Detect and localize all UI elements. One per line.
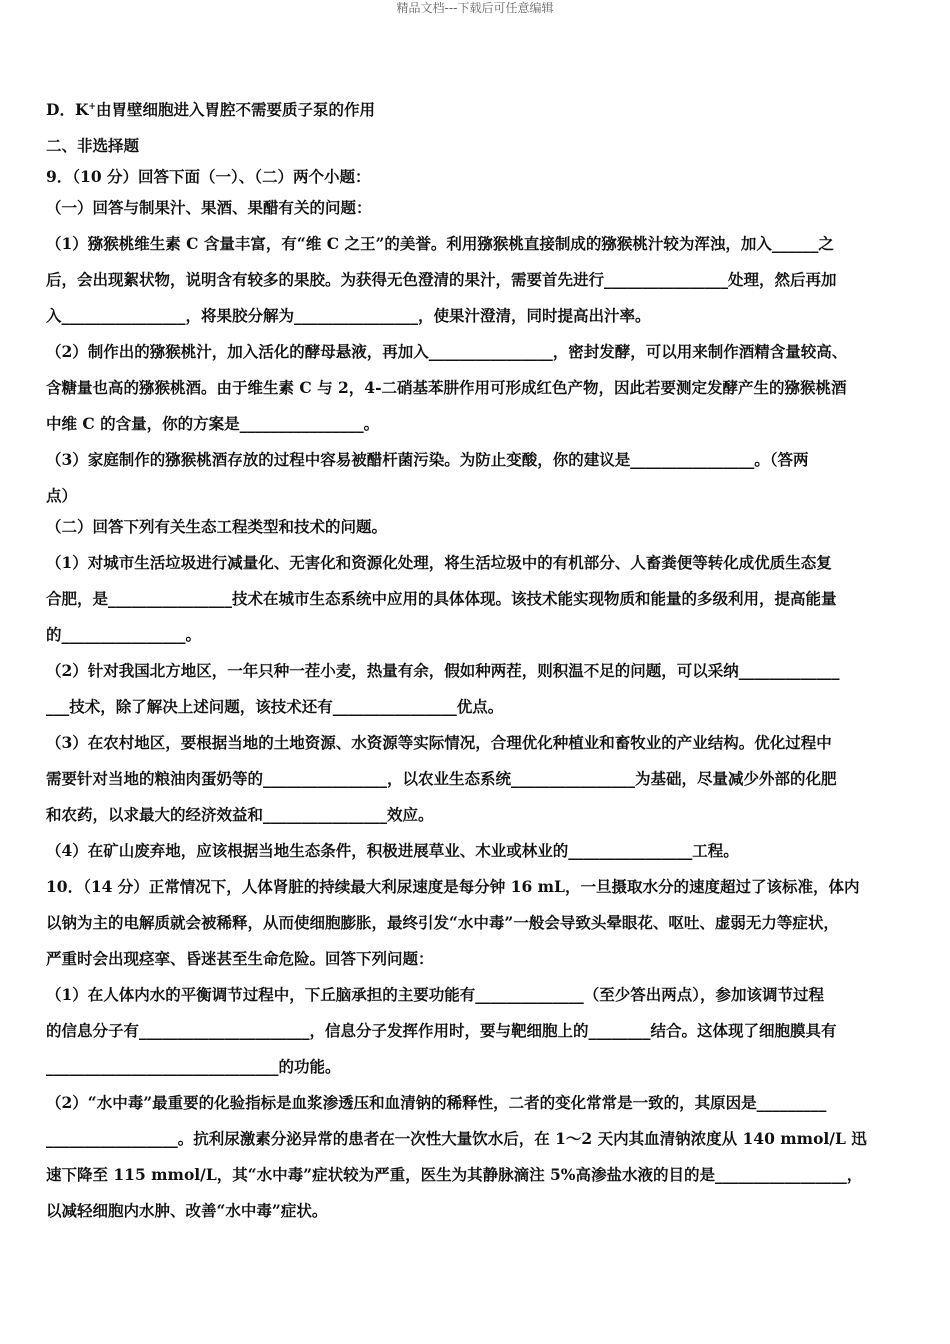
text-line: （2）“水中毒”最重要的化验指标是血浆渗透压和血清钠的稀释性，二者的变化常常是一致的，其原因是_________ bbox=[46, 1093, 827, 1112]
text-line: 以减轻细胞内水肿、改善“水中毒”症状。 bbox=[46, 1201, 328, 1220]
option-d-label: D．K bbox=[46, 100, 89, 119]
text-line: 后，会出现絮状物，说明含有较多的果胶。为获得无色澄清的果汁，需要首先进行________________处理，然后再加 bbox=[46, 270, 837, 289]
text-line: （2）制作出的猕猴桃汁，加入活化的酵母悬液，再加入________________，密封发酵，可以用来制作酒精含量较高、 bbox=[46, 342, 848, 361]
question-9-title: 9．（10 分）回答下面（一）、（二）两个小题： bbox=[46, 167, 371, 186]
text-line: （4）在矿山废弃地，应该根据当地生态条件，积极进展草业、木业或林业的________________工程。 bbox=[46, 841, 739, 860]
text-line: 的信息分子有______________________，信息分子发挥作用时，要与靶细胞上的________结合。这体现了细胞膜具有 bbox=[46, 1021, 837, 1040]
text-line: ___技术，除了解决上述问题，该技术还有________________优点。 bbox=[46, 697, 504, 716]
text-line: （2）针对我国北方地区，一年只种一茬小麦，热量有余，假如种两茬，则积温不足的问题，可以采纳_____________ bbox=[46, 661, 840, 680]
question-10-title: 10．（14 分）正常情况下，人体肾脏的持续最大利尿速度是每分钟 16 mL，一旦摄取水分的速度超过了该标准，体内 bbox=[46, 877, 860, 896]
section-heading: 二、非选择题 bbox=[46, 136, 140, 155]
text-line: _________________。抗利尿激素分泌异常的患者在一次性大量饮水后，在 1～2 天内其血清钠浓度从 140 mmol/L 迅 bbox=[46, 1129, 867, 1148]
text-line: 需要针对当地的粮油肉蛋奶等的________________，以农业生态系统________________为基础，尽量减少外部的化肥 bbox=[46, 769, 837, 788]
option-d bbox=[46, 98, 908, 121]
text-line: 的________________。 bbox=[46, 625, 202, 644]
text-line: （3）家庭制作的猕猴桃酒存放的过程中容易被醋杆菌污染。为防止变酸，你的建议是________________。（答两 bbox=[46, 450, 809, 469]
text-line: 中维 C 的含量，你的方案是________________。 bbox=[46, 414, 380, 433]
text-line: 合肥，是________________技术在城市生态系统中应用的具体体现。该技术能实现物质和能量的多级利用，提高能量 bbox=[46, 589, 837, 608]
text-line: 严重时会出现痉挛、昏迷甚至生命危险。回答下列问题： bbox=[46, 949, 434, 968]
document-body bbox=[46, 98, 908, 1222]
text-line: 点） bbox=[46, 486, 78, 505]
text-line: （3）在农村地区，要根据当地的土地资源、水资源等实际情况，合理优化种植业和畜牧业的产业结构。优化过程中 bbox=[46, 733, 832, 752]
text-line: 入________________，将果胶分解为________________，使果汁澄清，同时提高出汁率。 bbox=[46, 306, 651, 325]
text-line: （1）猕猴桃维生素 C 含量丰富，有“维 C 之王”的美誉。利用猕猴桃直接制成的猕猴桃汁较为浑浊，加入______之 bbox=[46, 234, 834, 253]
text-line: 含糖量也高的猕猴桃酒。由于维生素 C 与 2，4-二硝基苯肼作用可形成红色产物，因此若要测定发酵产生的猕猴桃酒 bbox=[46, 378, 847, 397]
page-header: 精品文档---下载后可任意编辑 bbox=[396, 1, 554, 15]
text-line: （1）对城市生活垃圾进行减量化、无害化和资源化处理，将生活垃圾中的有机部分、人畜粪便等转化成优质生态复 bbox=[46, 553, 832, 572]
superscript-plus: + bbox=[88, 102, 96, 112]
subsection-2-heading: （二）回答下列有关生态工程类型和技术的问题。 bbox=[46, 517, 388, 536]
text-line: （1）在人体内水的平衡调节过程中，下丘脑承担的主要功能有______________（至少答出两点），参加该调节过程 bbox=[46, 985, 825, 1004]
option-d-text: 由胃壁细胞进入胃腔不需要质子泵的作用 bbox=[95, 100, 375, 119]
text-line: 速下降至 115 mmol/L，其“水中毒”症状较为严重，医生为其静脉滴注 5%高渗盐水液的目的是_________________， bbox=[46, 1165, 863, 1184]
text-line: 以钠为主的电解质就会被稀释，从而使细胞膨胀，最终引发“水中毒”一般会导致头晕眼花、呕吐、虚弱无力等症状， bbox=[46, 913, 839, 932]
text-line: 和农药，以求最大的经济效益和________________效应。 bbox=[46, 805, 434, 824]
subsection-1-heading: （一）回答与制果汁、果酒、果醋有关的问题： bbox=[46, 198, 372, 217]
text-line: ______________________________的功能。 bbox=[46, 1057, 341, 1076]
